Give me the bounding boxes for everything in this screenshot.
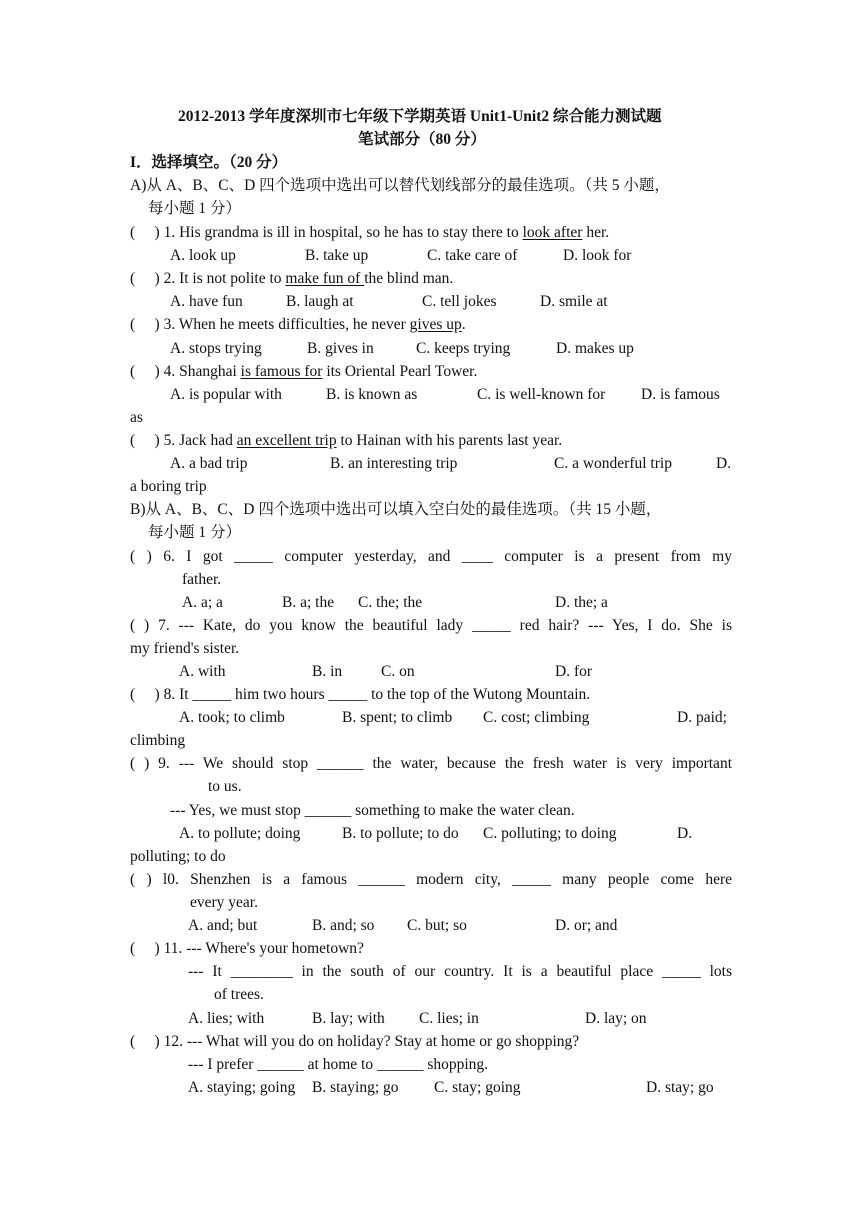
option-d: D. paid;: [677, 709, 727, 726]
underlined-phrase: is famous for: [240, 363, 323, 380]
option-d: D.: [716, 455, 732, 472]
option-c: C. polluting; to doing: [483, 825, 617, 842]
q8-option-d-wrap: climbing: [130, 732, 186, 749]
option-a: A. staying; going: [188, 1079, 296, 1096]
q3-options: [0, 339, 860, 359]
question-7: ( ) 7. --- Kate, do you know the beautiful lady _____ red hair? --- Yes, I do. She is: [130, 617, 732, 634]
option-d: D. for: [555, 663, 593, 680]
option-a: A. look up: [170, 247, 236, 264]
option-c: C. stay; going: [434, 1079, 521, 1096]
part-a-instruction-cont: 每小题 1 分）: [148, 200, 242, 217]
option-b: B. laugh at: [286, 293, 354, 310]
option-a: A. a bad trip: [170, 455, 248, 472]
underlined-phrase: an excellent trip: [236, 432, 337, 449]
q9-options: [0, 824, 860, 844]
underlined-phrase: make fun of: [285, 270, 365, 287]
page-title: 2012-2013 学年度深圳市七年级下学期英语 Unit1-Unit2 综合能力测试题: [178, 108, 662, 125]
question-12: ( ) 12. --- What will you do on holiday? Stay at home or go shopping?: [130, 1033, 580, 1050]
option-c: C. keeps trying: [416, 340, 511, 357]
option-b: B. to pollute; to do: [342, 825, 459, 842]
option-b: B. in: [312, 663, 343, 680]
q11-options: [0, 1009, 860, 1029]
option-a: A. took; to climb: [179, 709, 285, 726]
option-a: A. a; a: [182, 594, 223, 611]
q8-options: [0, 708, 860, 728]
option-a: A. and; but: [188, 917, 258, 934]
option-c: C. on: [381, 663, 415, 680]
option-b: B. take up: [305, 247, 369, 264]
q5-options: [0, 454, 860, 474]
q5-option-d-wrap: a boring trip: [130, 478, 207, 495]
option-b: B. lay; with: [312, 1010, 385, 1027]
q1-options: [0, 246, 860, 266]
question-11-cont: of trees.: [214, 986, 264, 1003]
option-a: A. have fun: [170, 293, 243, 310]
option-d: D. lay; on: [585, 1010, 647, 1027]
question-3: ( ) 3. When he meets difficulties, he never gives up.: [130, 316, 466, 333]
option-a: A. stops trying: [170, 340, 262, 357]
question-6-cont: father.: [182, 571, 222, 588]
question-8: ( ) 8. It _____ him two hours _____ to the top of the Wutong Mountain.: [130, 686, 591, 703]
part-a-instruction: A)从 A、B、C、D 四个选项中选出可以替代划线部分的最佳选项。（共 5 小题，: [130, 177, 670, 194]
q9-option-d-wrap: polluting; to do: [130, 848, 226, 865]
q2-options: [0, 292, 860, 312]
question-10-cont: every year.: [190, 894, 258, 911]
question-2: ( ) 2. It is not polite to make fun of the blind man.: [130, 270, 454, 287]
question-7-cont: my friend's sister.: [130, 640, 240, 657]
part-b-instruction-cont: 每小题 1 分）: [148, 524, 242, 541]
question-4: ( ) 4. Shanghai is famous for its Oriental Pearl Tower.: [130, 363, 478, 380]
option-b: B. an interesting trip: [330, 455, 458, 472]
page-subtitle: 笔试部分（80 分）: [358, 131, 486, 148]
option-c: C. but; so: [407, 917, 467, 934]
question-9-response: --- Yes, we must stop ______ something to make the water clean.: [170, 802, 575, 819]
option-c: C. take care of: [427, 247, 518, 264]
option-b: B. gives in: [307, 340, 374, 357]
option-a: A. is popular with: [170, 386, 282, 403]
option-d: D. or; and: [555, 917, 618, 934]
question-6: ( ) 6. I got _____ computer yesterday, and ____ computer is a present from my: [130, 548, 732, 565]
q6-options: [0, 593, 860, 613]
underlined-phrase: gives up: [409, 316, 462, 333]
option-d: D.: [677, 825, 693, 842]
option-b: B. and; so: [312, 917, 375, 934]
option-d: D. stay; go: [646, 1079, 714, 1096]
q7-options: [0, 662, 860, 682]
option-d: D. makes up: [556, 340, 634, 357]
question-10: ( ) l0. Shenzhen is a famous ______ modern city, _____ many people come here: [130, 871, 732, 888]
question-9: ( ) 9. --- We should stop ______ the water, because the fresh water is very important: [130, 755, 732, 772]
section-heading: I．选择填空。（20 分）: [130, 154, 288, 171]
q4-option-d-wrap: as: [130, 409, 143, 426]
question-12-response: --- I prefer ______ at home to ______ shopping.: [188, 1056, 489, 1073]
option-c: C. is well-known for: [477, 386, 606, 403]
option-d: D. look for: [563, 247, 632, 264]
q10-options: [0, 916, 860, 936]
option-a: A. lies; with: [188, 1010, 265, 1027]
q4-options: [0, 385, 860, 405]
option-c: C. the; the: [358, 594, 423, 611]
option-c: C. tell jokes: [422, 293, 497, 310]
option-c: C. lies; in: [419, 1010, 479, 1027]
question-11: ( ) 11. --- Where's your hometown?: [130, 940, 364, 957]
question-11-response: --- It ________ in the south of our country. It is a beautiful place _____ lots: [188, 963, 732, 980]
option-d: D. is famous: [641, 386, 720, 403]
part-b-instruction: B)从 A、B、C、D 四个选项中选出可以填入空白处的最佳选项。（共 15 小题，: [130, 501, 662, 518]
question-1: ( ) 1. His grandma is ill in hospital, so he has to stay there to look after her.: [130, 224, 610, 241]
option-c: C. a wonderful trip: [554, 455, 672, 472]
option-c: C. cost; climbing: [483, 709, 590, 726]
option-b: B. is known as: [326, 386, 418, 403]
option-d: D. the; a: [555, 594, 608, 611]
q12-options: [0, 1078, 860, 1098]
option-a: A. to pollute; doing: [179, 825, 301, 842]
question-9-cont: to us.: [208, 778, 242, 795]
question-5: ( ) 5. Jack had an excellent trip to Hainan with his parents last year.: [130, 432, 563, 449]
option-b: B. spent; to climb: [342, 709, 453, 726]
option-b: B. staying; go: [312, 1079, 399, 1096]
option-a: A. with: [179, 663, 226, 680]
underlined-phrase: look after: [522, 224, 583, 241]
option-d: D. smile at: [540, 293, 608, 310]
option-b: B. a; the: [282, 594, 335, 611]
